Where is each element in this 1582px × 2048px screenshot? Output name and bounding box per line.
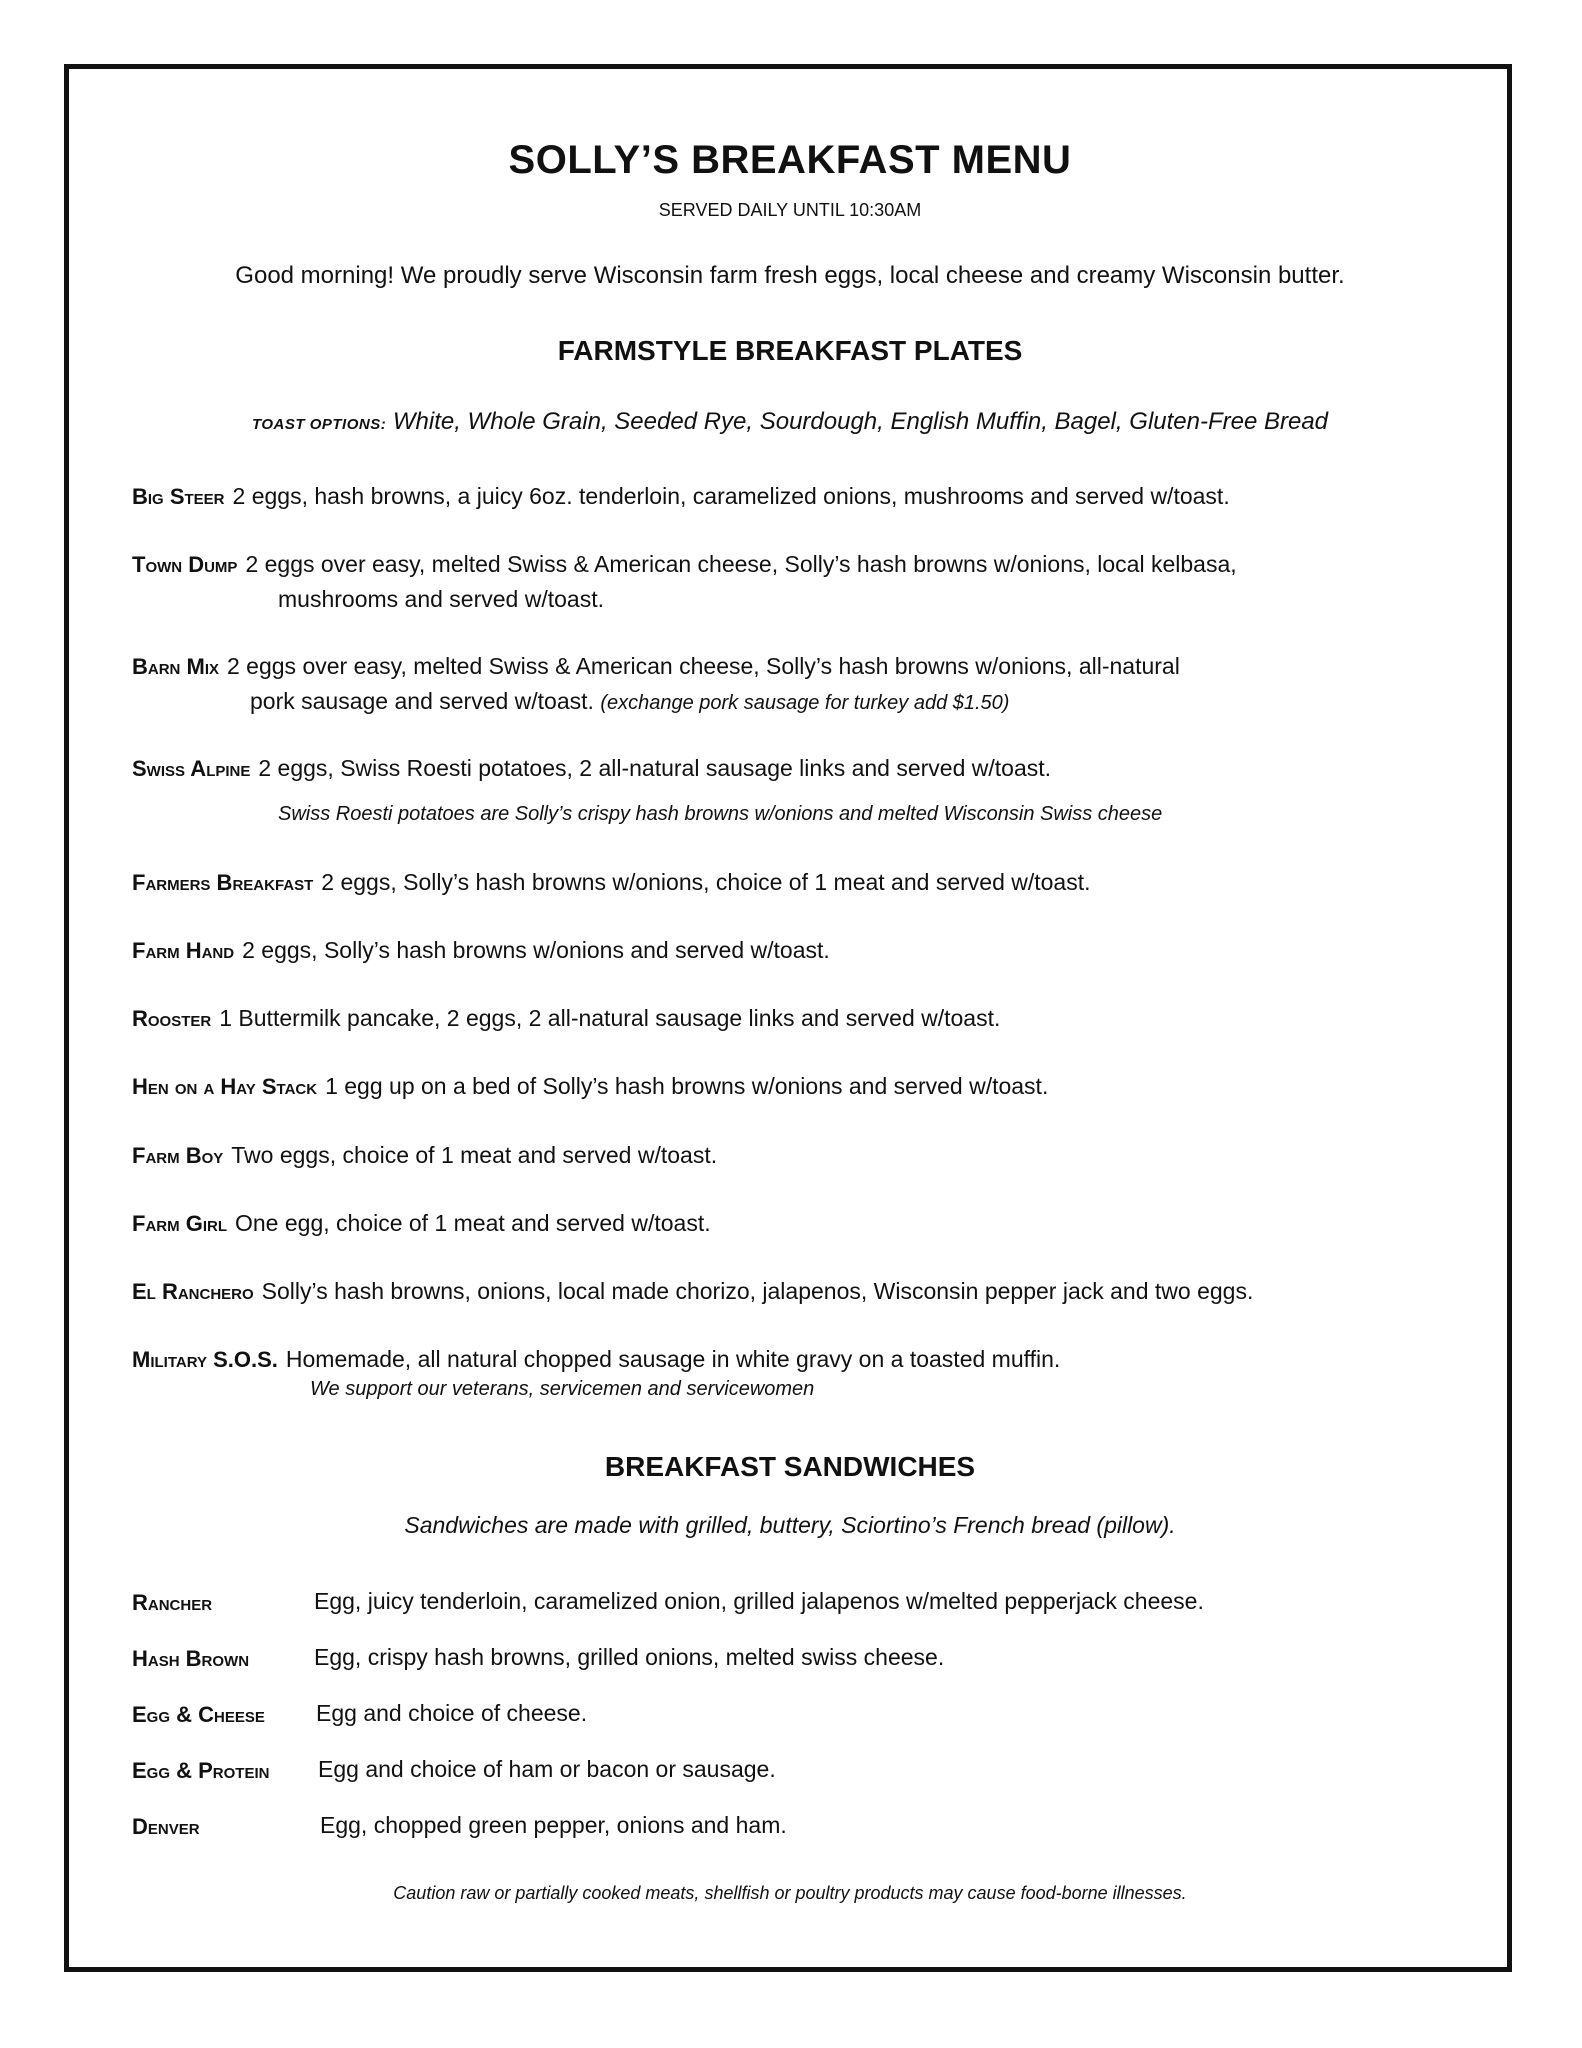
item-name: Farm Boy — [132, 1143, 224, 1168]
menu-item — [132, 1342, 1382, 1377]
item-description: One egg, choice of 1 meat and served w/toast. — [235, 1210, 711, 1236]
item-name: Town Dump — [132, 552, 238, 577]
toast-options-label: TOAST OPTIONS: — [251, 416, 387, 433]
menu-item — [132, 933, 1382, 968]
item-description: 2 eggs, hash browns, a juicy 6oz. tenderloin, caramelized onions, mushrooms and served w/toast. — [232, 483, 1230, 509]
sandwiches-intro: Sandwiches are made with grilled, buttery, Sciortino’s French bread (pillow). — [404, 1512, 1176, 1538]
menu-item — [132, 1138, 1382, 1173]
item-name: Swiss Alpine — [132, 756, 251, 781]
item-note: We support our veterans, servicemen and servicewomen — [310, 1378, 815, 1400]
footer-caution: Caution raw or partially cooked meats, shellfish or poultry products may cause food-borne illnesses. — [393, 1883, 1187, 1903]
sandwich-name: Hash Brown — [132, 1646, 250, 1671]
item-description-cont: pork sausage and served w/toast. — [250, 688, 594, 714]
menu-item — [132, 547, 1382, 616]
sandwich-name: Rancher — [132, 1590, 213, 1615]
menu-item — [132, 865, 1382, 900]
item-description: 1 egg up on a bed of Solly’s hash browns w/onions and served w/toast. — [325, 1073, 1049, 1099]
item-note: Swiss Roesti potatoes are Solly’s crispy hash browns w/onions and melted Wisconsin Swiss cheese — [278, 803, 1163, 825]
menu-item — [132, 1001, 1382, 1036]
menu-item — [132, 1069, 1382, 1104]
item-name: Farmers Breakfast — [132, 870, 314, 895]
item-description: Two eggs, choice of 1 meat and served w/toast. — [231, 1142, 718, 1168]
item-name: Rooster — [132, 1006, 212, 1031]
item-description: 2 eggs over easy, melted Swiss & American cheese, Solly’s hash browns w/onions, all-natural — [227, 653, 1180, 679]
item-description: Solly’s hash browns, onions, local made chorizo, jalapenos, Wisconsin pepper jack and two eggs. — [261, 1278, 1254, 1304]
item-name: Military S.O.S. — [132, 1347, 278, 1372]
menu-subtitle: SERVED DAILY UNTIL 10:30AM — [658, 200, 922, 220]
menu-item — [132, 649, 1382, 720]
sandwich-name: Egg & Protein — [132, 1758, 270, 1783]
sandwich-name: Egg & Cheese — [132, 1702, 265, 1727]
sandwich-description: Egg, juicy tenderloin, caramelized onion, grilled jalapenos w/melted pepperjack cheese. — [314, 1588, 1204, 1614]
menu-item — [132, 1274, 1382, 1309]
sandwich-description: Egg and choice of ham or bacon or sausage. — [318, 1756, 776, 1782]
toast-options — [70, 408, 1510, 436]
menu-item — [132, 1206, 1382, 1241]
menu-intro: Good morning! We proudly serve Wisconsin farm fresh eggs, local cheese and creamy Wisconsin butter. — [235, 262, 1345, 289]
toast-options-list: White, Whole Grain, Seeded Rye, Sourdough, English Muffin, Bagel, Gluten-Free Bread — [392, 408, 1329, 435]
sandwich-description: Egg, chopped green pepper, onions and ham. — [320, 1812, 787, 1838]
sandwiches-heading: BREAKFAST SANDWICHES — [604, 1451, 976, 1482]
item-description: 2 eggs over easy, melted Swiss & American cheese, Solly’s hash browns w/onions, local kelbasa, — [245, 551, 1237, 577]
sandwich-description: Egg and choice of cheese. — [316, 1700, 588, 1726]
menu-item — [132, 751, 1382, 786]
item-name: Barn Mix — [132, 654, 219, 679]
item-name: Farm Girl — [132, 1211, 227, 1236]
item-name: Big Steer — [132, 484, 225, 509]
item-description: 2 eggs, Solly’s hash browns w/onions and served w/toast. — [242, 937, 830, 963]
sandwich-name: Denver — [132, 1814, 200, 1839]
item-note: (exchange pork sausage for turkey add $1.50) — [600, 692, 1010, 714]
menu-title: SOLLY’S BREAKFAST MENU — [508, 138, 1072, 182]
sandwich-description: Egg, crispy hash browns, grilled onions, melted swiss cheese. — [314, 1644, 945, 1670]
item-name: Hen on a Hay Stack — [132, 1074, 318, 1099]
item-name: Farm Hand — [132, 938, 235, 963]
menu-item — [132, 479, 1382, 514]
item-description-cont: mushrooms and served w/toast. — [278, 586, 604, 612]
item-description: 2 eggs, Solly’s hash browns w/onions, choice of 1 meat and served w/toast. — [321, 869, 1091, 895]
item-name: El Ranchero — [132, 1279, 254, 1304]
plates-heading: FARMSTYLE BREAKFAST PLATES — [557, 335, 1023, 366]
item-description: 2 eggs, Swiss Roesti potatoes, 2 all-natural sausage links and served w/toast. — [258, 755, 1052, 781]
item-description: 1 Buttermilk pancake, 2 eggs, 2 all-natural sausage links and served w/toast. — [219, 1005, 1001, 1031]
item-description: Homemade, all natural chopped sausage in white gravy on a toasted muffin. — [285, 1346, 1061, 1372]
